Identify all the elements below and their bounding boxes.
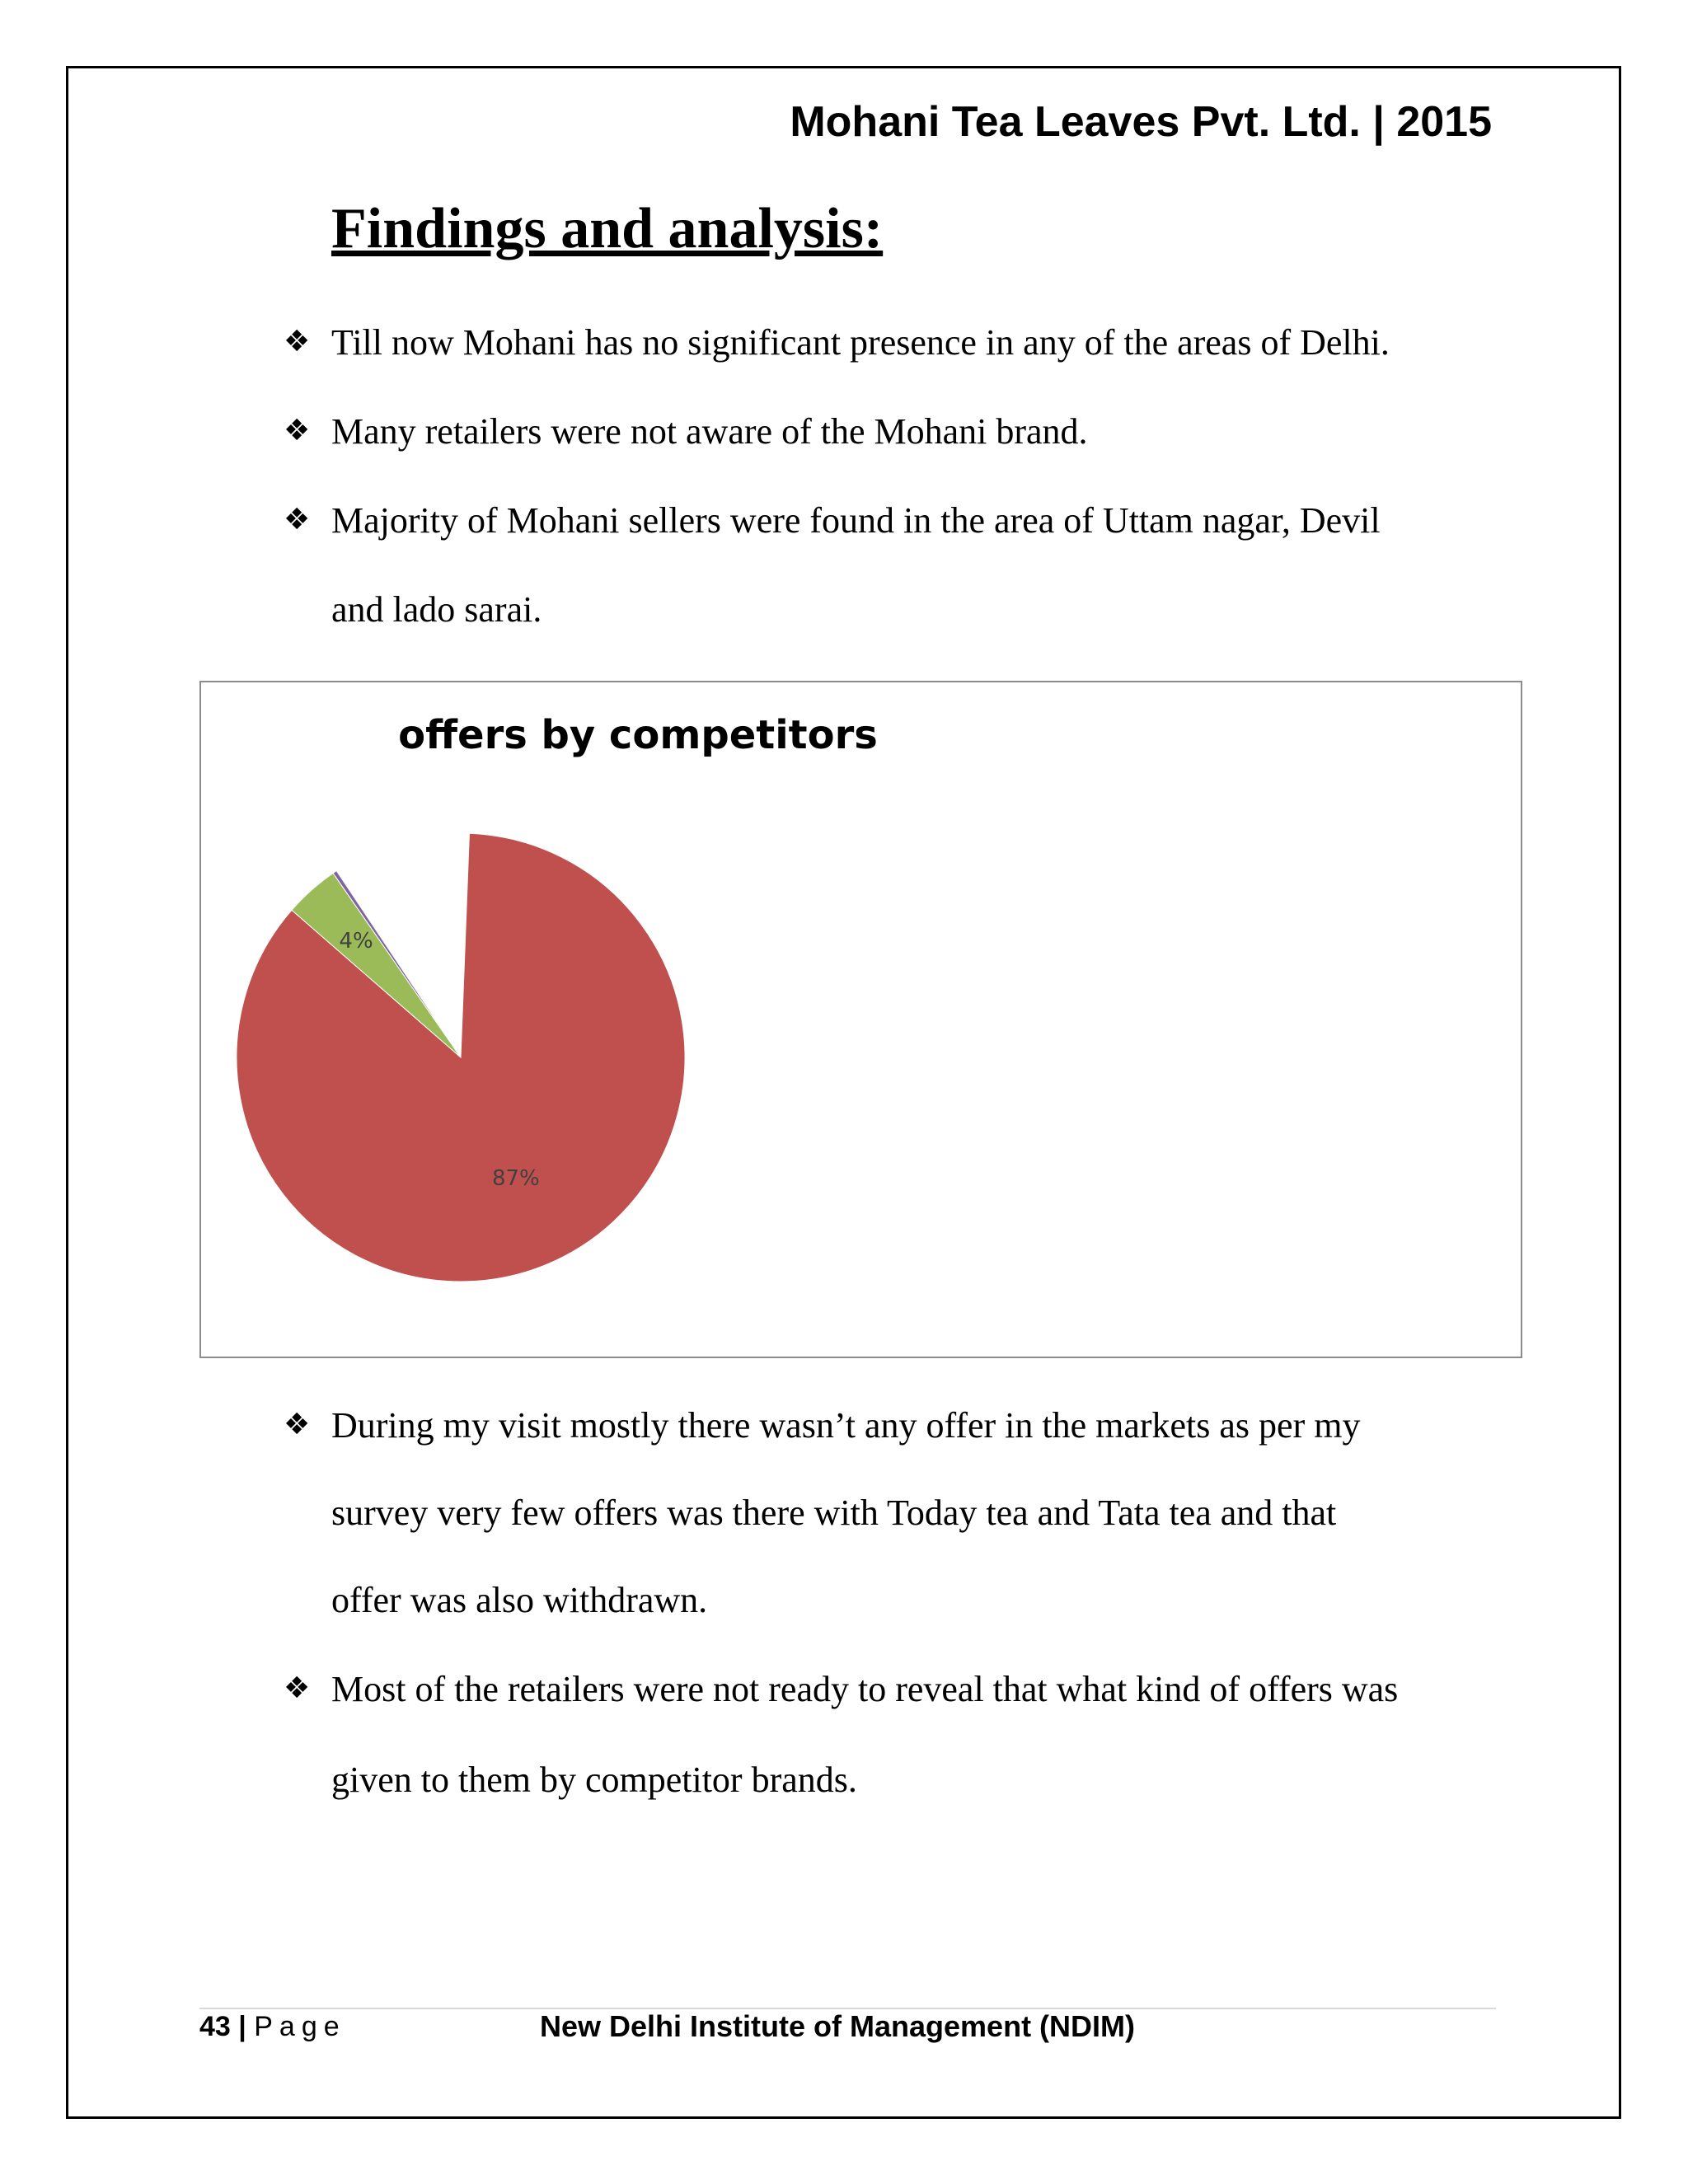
slice-label: 4% [339, 929, 373, 954]
bullet-icon: ❖ [284, 325, 311, 359]
finding-2-line-1: Many retailers were not aware of the Mohani brand. [331, 411, 1088, 452]
bullet-icon: ❖ [284, 1408, 311, 1441]
slice-label: 87% [491, 1165, 540, 1191]
pie-chart-frame [199, 681, 1522, 1358]
footer-page-number [199, 2011, 346, 2043]
page-word: Page [254, 2011, 346, 2042]
bullet-icon: ❖ [284, 1671, 311, 1705]
finding-4-line-2: survey very few offers was there with Today tea and Tata tea and that [331, 1493, 1337, 1533]
finding-4-line-3: offer was also withdrawn. [331, 1580, 708, 1620]
bullet-icon: ❖ [284, 414, 311, 448]
section-title: Findings and analysis: [331, 197, 884, 260]
page-number: 43 [199, 2011, 231, 2042]
document-header: Mohani Tea Leaves Pvt. Ltd. | 2015 [790, 98, 1492, 146]
finding-1-line-1: Till now Mohani has no significant presence in any of the areas of Delhi. [331, 322, 1390, 363]
finding-5-line-2: given to them by competitor brands. [331, 1760, 857, 1800]
footer-institute: New Delhi Institute of Management (NDIM) [540, 2009, 1136, 2043]
chart-title: offers by competitors [398, 712, 878, 758]
finding-3-line-1: Majority of Mohani sellers were found in the area of Uttam nagar, Devil [331, 500, 1381, 541]
page-separator: | [238, 2011, 246, 2042]
finding-3-line-2: and lado sarai. [331, 589, 542, 630]
bullet-icon: ❖ [284, 503, 311, 537]
finding-5-line-1: Most of the retailers were not ready to reveal that what kind of offers was [331, 1669, 1399, 1709]
finding-4-line-1: During my visit mostly there wasn’t any offer in the markets as per my [331, 1405, 1361, 1446]
pie-chart [201, 682, 1521, 1357]
